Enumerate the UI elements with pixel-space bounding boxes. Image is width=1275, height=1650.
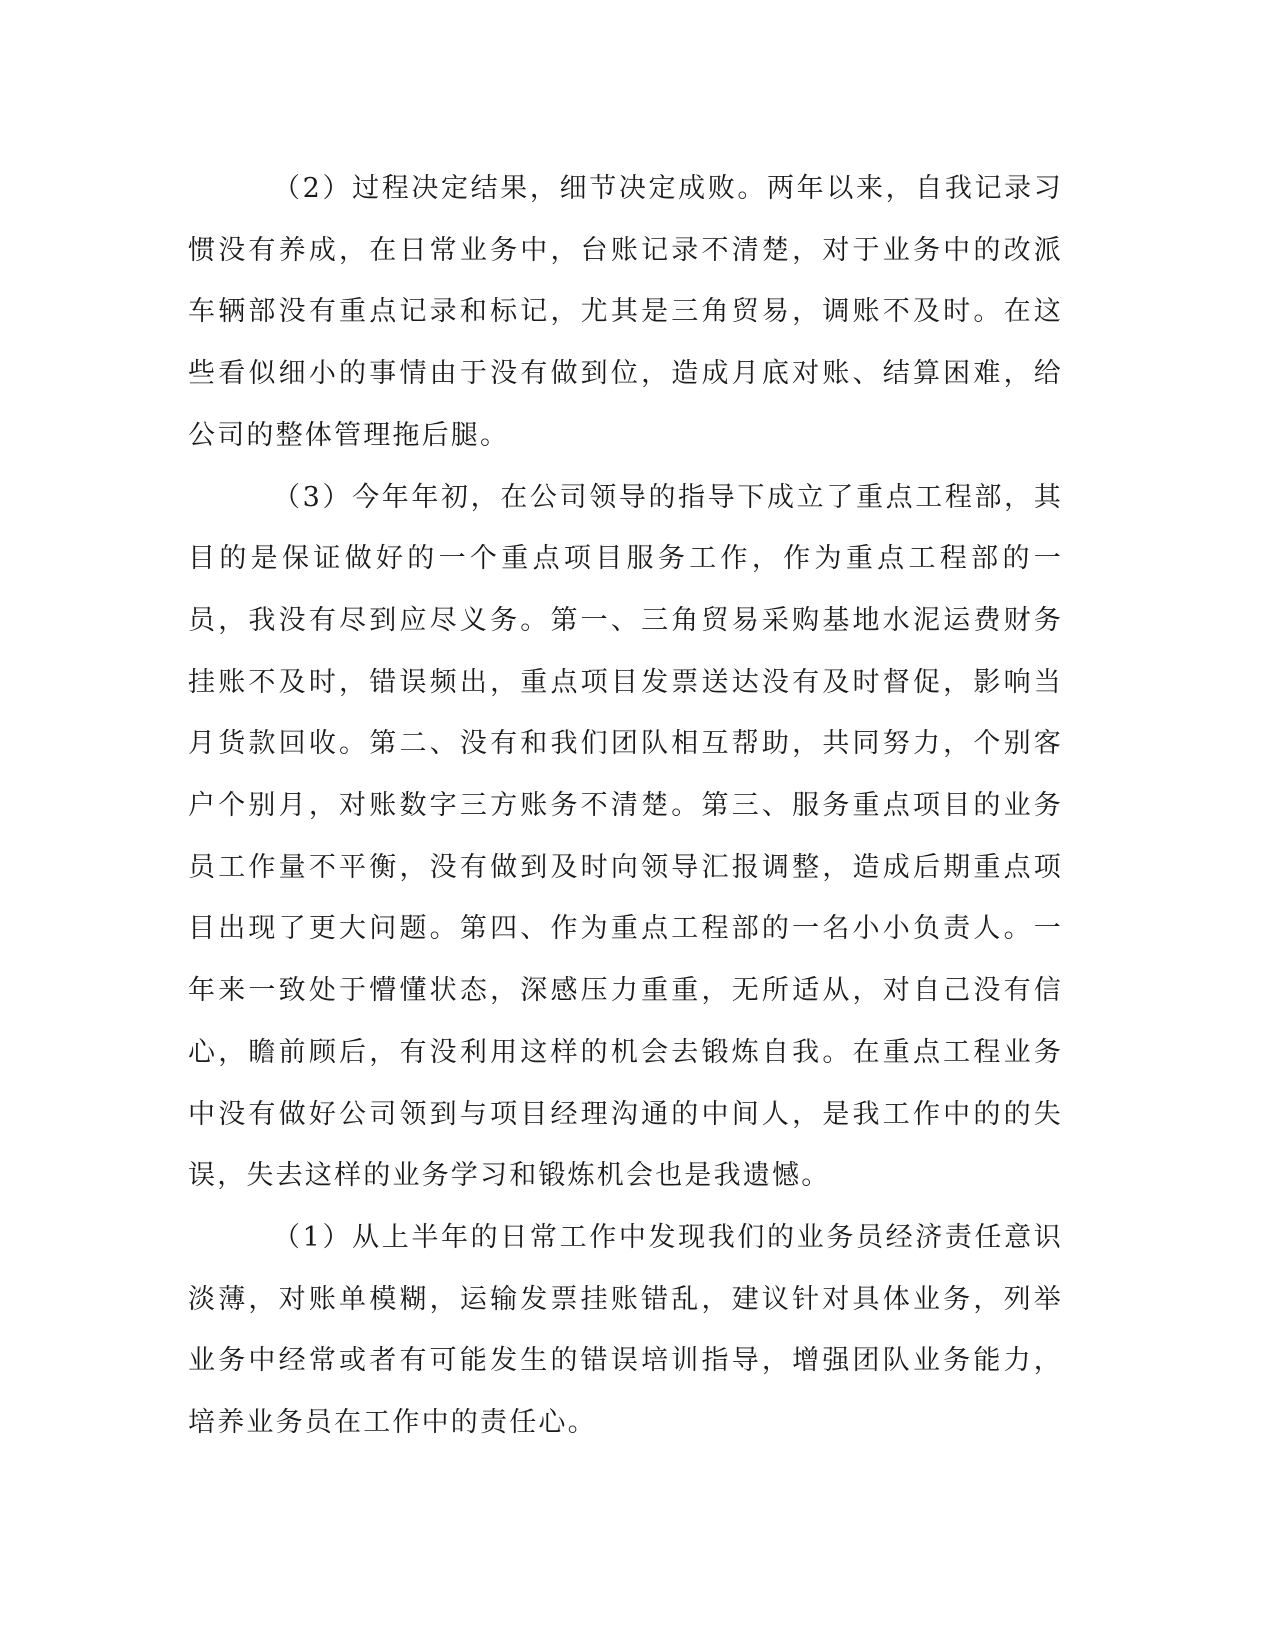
paragraph-key-project-department: （3）今年年初，在公司领导的指导下成立了重点工程部，其目的是保证做好的一个重点项目服务工作，作为重点工程部的一员，我没有尽到应尽义务。第一、三角贸易采购基地水泥运费财务挂账不及时，错误频出，重点项目发票送达没有及时督促，影响当月货款回收。第二、没有和我们团队相互帮助，共同努力，个别客户个别月，对账数字三方账务不清楚。第三、服务重点项目的业务员工作量不平衡，没有做到及时向领导汇报调整，造成后期重点项目出现了更大问题。第四、作为重点工程部的一名小小负责人。一年来一致处于懵懂状态，深感压力重重，无所适从，对自己没有信心，瞻前顾后，有没利用这样的机会去锻炼自我。在重点工程业务中没有做好公司领到与项目经理沟通的中间人，是我工作中的的失误，失去这样的业务学习和锻炼机会也是我遗憾。 [188, 481, 1063, 1192]
paragraph-process-details: （2）过程决定结果，细节决定成败。两年以来，自我记录习惯没有养成，在日常业务中，台账记录不清楚，对于业务中的改派车辆部没有重点记录和标记，尤其是三角贸易，调账不及时。在这些看似细小的事情由于没有做到位，造成月底对账、结算困难，给公司的整体管理拖后腿。 [188, 173, 1063, 451]
document-body [188, 158, 1063, 1454]
paragraph-training-suggestion: （1）从上半年的日常工作中发现我们的业务员经济责任意识淡薄，对账单模糊，运输发票挂账错乱，建议针对具体业务，列举业务中经常或者有可能发生的错误培训指导，增强团队业务能力，培养业务员在工作中的责任心。 [188, 1221, 1063, 1439]
